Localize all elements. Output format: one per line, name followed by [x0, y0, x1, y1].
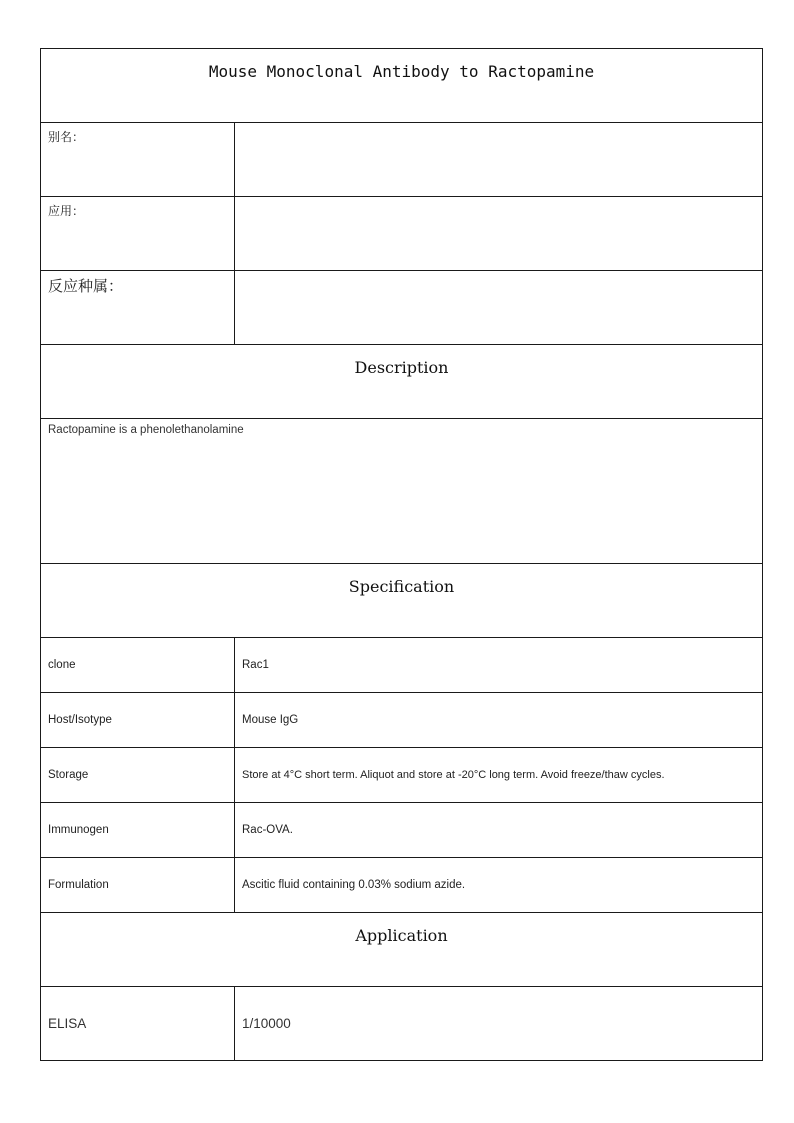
- meta-row-alias: [41, 123, 763, 197]
- spec-row-clone: [41, 638, 763, 693]
- spec-value-cell: [235, 858, 763, 913]
- spec-value: Rac-OVA.: [242, 824, 293, 836]
- spec-value-cell: [235, 693, 763, 748]
- description-cell: [41, 419, 763, 564]
- meta-value-cell: [235, 271, 763, 345]
- spec-label: Host/Isotype: [48, 714, 112, 726]
- spec-label-cell: [41, 803, 235, 858]
- description-text: Ractopamine is a phenolethanolamine: [48, 424, 244, 436]
- description-heading: Description: [354, 358, 449, 377]
- spec-label: Formulation: [48, 879, 109, 891]
- spec-value: Store at 4°C short term. Aliquot and store at -20°C long term. Avoid freeze/thaw cycles.: [242, 769, 665, 781]
- application-label: 应用：: [48, 204, 85, 218]
- spec-value: Mouse IgG: [242, 714, 299, 726]
- spec-row-storage: [41, 748, 763, 803]
- title-row: [41, 49, 763, 123]
- product-title: Mouse Monoclonal Antibody to Ractopamine: [208, 62, 595, 81]
- application-heading-row: [41, 913, 763, 987]
- description-body-row: [41, 419, 763, 564]
- spec-label-cell: [41, 858, 235, 913]
- meta-row-species: [41, 271, 763, 345]
- spec-label: clone: [48, 659, 76, 671]
- application-value-cell: [235, 987, 763, 1061]
- description-heading-row: [41, 345, 763, 419]
- spec-value: Rac1: [242, 659, 269, 671]
- section-heading-cell: [41, 345, 763, 419]
- spec-label-cell: [41, 638, 235, 693]
- meta-label-cell: [41, 271, 235, 345]
- spec-value: Ascitic fluid containing 0.03% sodium azide.: [242, 879, 466, 891]
- meta-row-application: [41, 197, 763, 271]
- spec-label-cell: [41, 748, 235, 803]
- application-row-elisa: [41, 987, 763, 1061]
- meta-value-cell: [235, 123, 763, 197]
- spec-row-formulation: [41, 858, 763, 913]
- section-heading-cell: [41, 913, 763, 987]
- specification-heading-row: [41, 564, 763, 638]
- section-heading-cell: [41, 564, 763, 638]
- specification-heading: Specification: [348, 577, 455, 596]
- application-label-cell: [41, 987, 235, 1061]
- datasheet-table: [40, 48, 763, 1061]
- meta-value-cell: [235, 197, 763, 271]
- spec-value-cell: [235, 638, 763, 693]
- application-method: ELISA: [48, 1016, 87, 1031]
- alias-label: 别名：: [48, 130, 85, 144]
- application-dilution: 1/10000: [242, 1016, 291, 1031]
- application-heading: Application: [355, 926, 448, 945]
- spec-label-cell: [41, 693, 235, 748]
- spec-label: Storage: [48, 769, 89, 781]
- species-label: 反应种属：: [48, 278, 124, 295]
- spec-row-immunogen: [41, 803, 763, 858]
- spec-row-host-isotype: [41, 693, 763, 748]
- spec-value-cell: [235, 803, 763, 858]
- meta-label-cell: [41, 123, 235, 197]
- spec-label: Immunogen: [48, 824, 109, 836]
- spec-value-cell: [235, 748, 763, 803]
- title-cell: [41, 49, 763, 123]
- meta-label-cell: [41, 197, 235, 271]
